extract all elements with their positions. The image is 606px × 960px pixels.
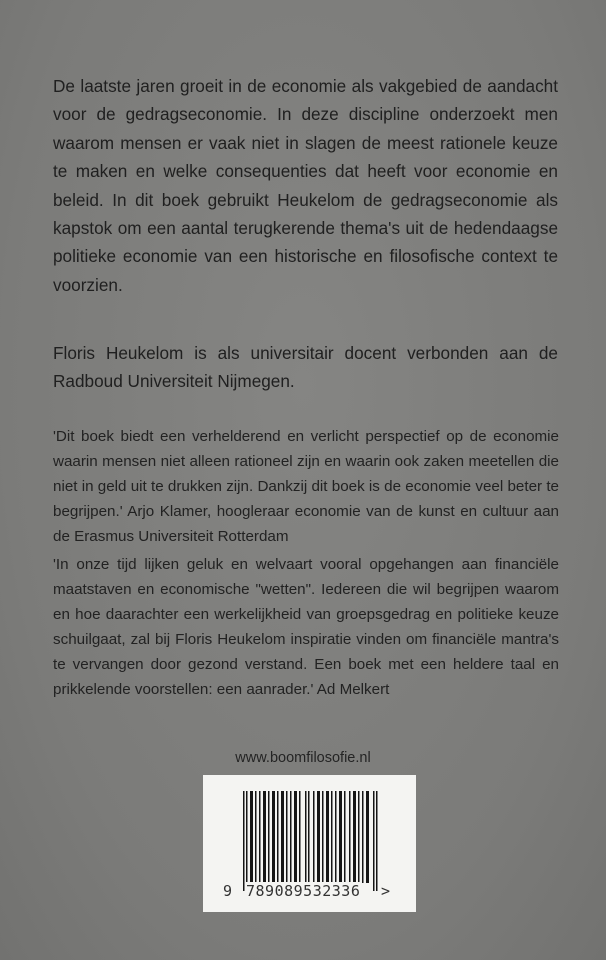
publisher-url: www.boomfilosofie.nl <box>235 750 371 766</box>
isbn-first-digit: 9 <box>223 882 233 900</box>
author-bio-text: Floris Heukelom is als universitair docent verbonden aan de Radboud Universiteit Nijmegen. <box>53 343 558 392</box>
author-bio <box>53 339 558 396</box>
blurb-paragraph <box>53 72 558 299</box>
blurb-text: De laatste jaren groeit in de economie als vakgebied de aandacht voor de gedragseconomie. In deze discipline onderzoekt men waarom mensen er vaak niet in slagen de meest rationele keuze te maken en welke consequenties dat heeft voor economie en beleid. In dit boek gebruikt Heukelom de gedragseconomie als kapstok om een aantal terugkerende thema's uit de hedendaagse politieke economie van een historische en filosofische context te voorzien. <box>53 76 558 295</box>
isbn-digits: 789089532336 <box>246 882 361 900</box>
endorsement-quote-klamer <box>53 424 559 549</box>
barcode-icon <box>243 791 379 891</box>
quote-text: 'Dit boek biedt een verhelderend en verlicht perspectief op de economie waarin mensen niet alleen rationeel zijn en waarin ook zaken meetellen die niet in geld uit te drukken zijn. Dankzij dit boek is de economie veel beter te begrijpen.' Arjo Klamer, hoogleraar economie van de kunst en cultuur aan de Erasmus Universiteit Rotterdam <box>53 428 559 545</box>
isbn-arrow: > <box>381 882 391 900</box>
quote-text: 'In onze tijd lijken geluk en welvaart vooral opgehangen aan financiële maatstaven en economische "wetten". Iedereen die wil begrijpen waarom en hoe daarachter een werkelijkheid van groepsgedrag en politieke keuze schuilgaat, zal bij Floris Heukelom inspiratie vinden om financiële mantra's te vervangen door gezond verstand. Een boek met een heldere taal en prikkelende voorstellen: een aanrader.' Ad Melkert <box>53 556 559 698</box>
endorsement-quote-melkert <box>53 552 559 702</box>
barcode-panel <box>203 775 416 912</box>
